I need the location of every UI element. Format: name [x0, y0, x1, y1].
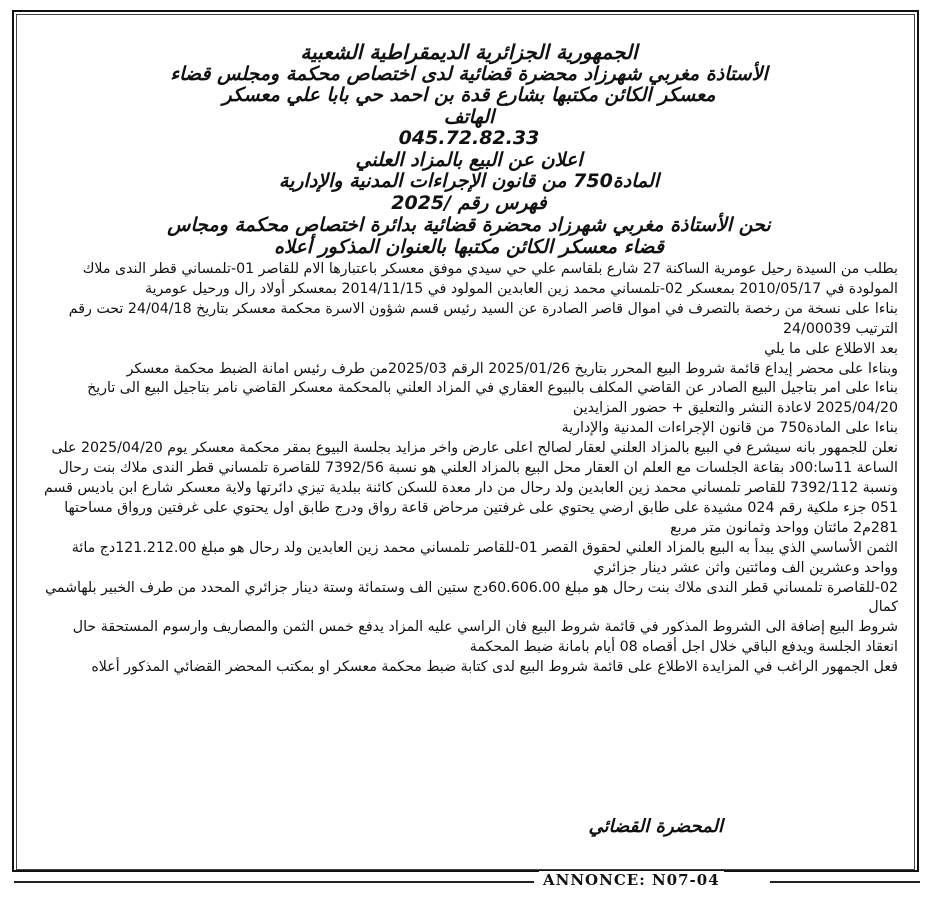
- footer-rule-right: [770, 881, 920, 883]
- paragraph-request: بطلب من السيدة رحيل عومرية الساكنة 27 شارع بلقاسم علي حي سيدي موفق معسكر باعتبارها الام للقاصر 01-تلمساني قطر الندى ملاك المولودة في 2010/05/17 بمعسكر 02-تلمساني محمد زين العابدين المولود في 2014/11/15 بمعسكر أولاد رال ورحيل عومرية: [82, 261, 898, 297]
- legal-notice: [40, 42, 898, 678]
- legal-article: المادة750 من قانون الإجراءات المدنية والإدارية: [278, 170, 660, 192]
- footer-rule-left: [14, 881, 534, 883]
- intro-line-2: قضاء معسكر الكائن مكتبها بالعنوان المذكور أعلاه: [274, 236, 664, 258]
- phone-label: الهاتف: [443, 105, 495, 128]
- annonce-number: ANNONCE: N07-04: [539, 871, 724, 889]
- paragraph-deposit: وبناءا على محضر إيداع قائمة شروط البيع المحرر بتاريخ 2025/01/26 الرقم 2025/03من طرف رئيس امانة الضبط محكمة معسكر: [126, 360, 898, 377]
- auction-notice-title: اعلان عن البيع بالمزاد العلني: [355, 148, 583, 171]
- bailiff-title: الأستاذة مغربي شهرزاد محضرة قضائية لدى اختصاص محكمة ومجلس قضاء: [170, 62, 768, 85]
- paragraph-conditions: شروط البيع إضافة الى الشروط المذكور في قائمة شروط البيع فان الراسي عليه المزاد يدفع خمس الثمن والمصاريف وارسوم المستحقة حال انعقاد الجلسة ويدفع الباقي خلال اجل أقصاه 08 أيام بامانة ضبط المحكمة: [72, 619, 898, 656]
- republic-title: الجمهورية الجزائرية الديمقراطية الشعبية: [300, 40, 638, 64]
- paragraph-article: بناءا على المادة750 من قانون الإجراءات المدنية والإدارية: [561, 420, 898, 437]
- paragraph-postponement: بناءا على امر بتاجيل البيع الصادر عن القاضي المكلف بالبيوع العقاري في المزاد العلني بالمحكمة معسكر القاضي نامر بتاجيل البيع الى تاريخ 2025/04/20 لاعادة النشر والتعليق + حضور المزايدين: [87, 380, 898, 417]
- paragraph-license: بناءا على نسخة من رخصة بالتصرف في اموال قاصر الصادرة عن السيد رئيس قسم شؤون الاسرة محكمة معسكر بتاريخ 24/04/18 تحت رقم الترتيب 24/00039: [68, 300, 898, 337]
- notice-body: [40, 260, 898, 678]
- intro-line-1: نحن الأستاذة مغربي شهرزاد محضرة قضائية بدائرة اختصاص محكمة ومجاس: [167, 214, 771, 236]
- paragraph-base-price-1: الثمن الأساسي الذي يبدأ به البيع بالمزاد العلني لحقوق القصر 01-للقاصر تلمساني محمد زين العابدين ولد رحال هو مبلغ 121.212.00دج مائة وواحد وعشرين الف ومائتين واثن عشر دينار جزائري: [71, 539, 898, 576]
- phone-line: [40, 107, 898, 150]
- phone-number: 045.72.82.33: [398, 127, 540, 149]
- paragraph-announcement: نعلن للجمهور بانه سيشرع في البيع بالمزاد العلني لعقار لصالح اعلى عارض واخر مزايد بجلسة البيوع بمقر محكمة معسكر يوم 2025/04/20 على الساعة 11سا:00د بقاعة الجلسات مع العلم ان العقار محل البيع بالمزاد العلني هو نسبة 7392/56 للقاصرة تلمساني قطر الندى ملاك بنت رحال ونسبة 7392/112 للقاصر تلمساني محمد زين العابدين ولد رحال من دار معدة للسكن كائنة ببلدية تيزي دائرتها ولاية معسكر شارع ابن باديس قسم 051 جزء ملكية رقم 024 مشيدة على طابق ارضي يحتوي على غرفتين مرحاض قاعة رواق ودرج طابق اول يحتوي على غرفتين ورواق مساحتها 281م2 مائتان وواحد وثمانون متر مربع: [44, 440, 898, 536]
- paragraph-after-review: بعد الاطلاع على ما يلي: [764, 340, 898, 357]
- bailiff-address: معسكر الكائن مكتبها بشارع قدة بن احمد حي بابا علي معسكر: [222, 84, 716, 106]
- signature: المحضرة القضائي: [588, 816, 723, 837]
- paragraph-base-price-2: 02-للقاصرة تلمساني قطر الندى ملاك بنت رحال هو مبلغ 60.606.00دج ستين الف وستمائة وستة دينار جزائري المحدد من طرف الخبير بلهاشمي كمال: [45, 579, 898, 616]
- paragraph-consultation: فعل الجمهور الراغب في المزايدة الاطلاع على قائمة شروط البيع لدى كتابة ضبط محكمة معسكر او بمكتب المحضر القضائي المذكور أعلاه: [91, 659, 898, 676]
- index-number: فهرس رقم /2025: [391, 191, 547, 214]
